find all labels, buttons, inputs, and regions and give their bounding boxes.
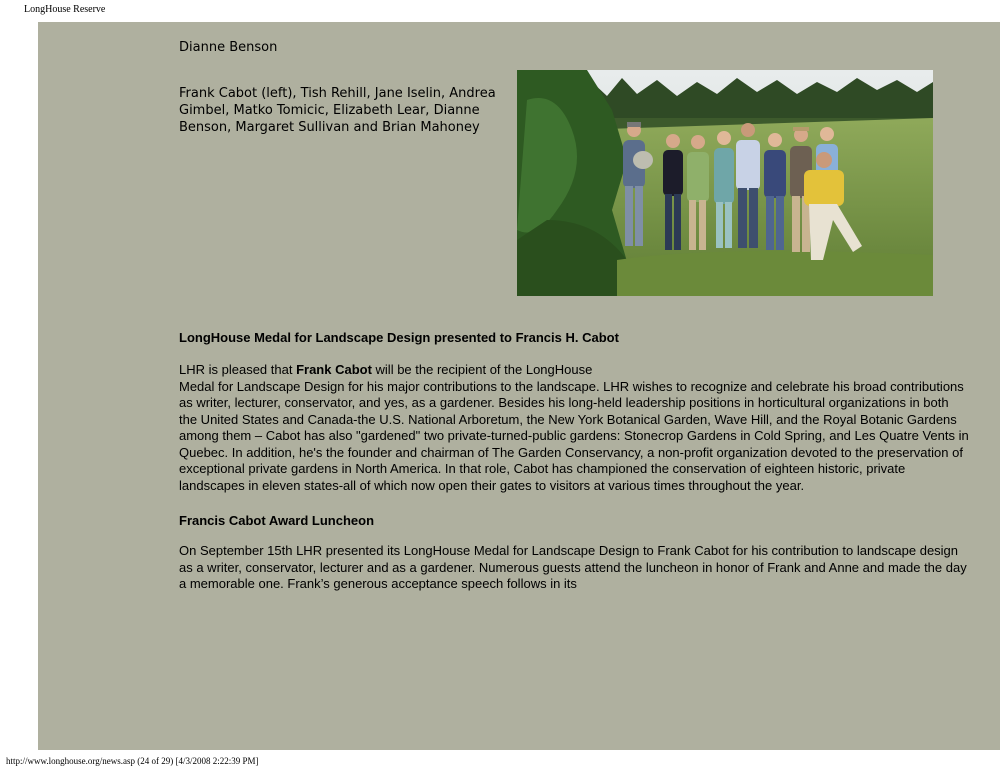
medal-intro-text: LHR is pleased that <box>179 362 297 377</box>
medal-recipient-name: Frank Cabot <box>296 362 372 377</box>
photo-subject-name: Dianne Benson <box>179 40 278 55</box>
medal-intro-tail: will be the recipient of the LongHouse <box>371 362 593 377</box>
page-panel <box>38 22 1000 750</box>
group-photo <box>517 70 933 296</box>
medal-heading: LongHouse Medal for Landscape Design presented to Francis H. Cabot <box>179 330 619 345</box>
print-footer-url: http://www.longhouse.org/news.asp (24 of 29) [4/3/2008 2:22:39 PM] <box>6 756 259 766</box>
medal-body-text: Medal for Landscape Design for his major contributions to the landscape. LHR wishes to recognize and celebrate his broad contributions as writer, lecturer, conservator, and yes, as a gardener. Besides his long-held leadership positions in horticultural organizations in both the United States and Canada-the U.S. National Arboretum, the New York Botanical Garden, Wave Hill, and the Royal Botanic Gardens among them – Cabot has also "gardened" two private-turned-public gardens: Stonecrop Gardens in Cold Spring, and Les Quatre Vents in Quebec. In addition, he's the founder and chairman of The Garden Conservancy, a non-profit organization devoted to the preservation of exceptional private gardens in North America. In that role, Cabot has championed the conservation of eighteen historic, private landscapes in eleven states-all of which now open their gates to visitors at various times throughout the year. <box>179 378 969 493</box>
luncheon-paragraph: On September 15th LHR presented its LongHouse Medal for Landscape Design to Frank Cabot for his contribution to landscape design as a writer, conservator, lecturer and as a gardener. Numerous guests attend the luncheon in honor of Frank and Anne and made the day a memorable one. Frank’s generous acceptance speech follows in its <box>179 543 967 591</box>
print-header: LongHouse Reserve <box>24 4 106 15</box>
photo-caption: Frank Cabot (left), Tish Rehill, Jane Iselin, Andrea Gimbel, Matko Tomicic, Elizabeth Lear, Dianne Benson, Margaret Sullivan and Brian Mahoney <box>179 86 496 135</box>
medal-paragraph <box>179 362 969 494</box>
luncheon-heading: Francis Cabot Award Luncheon <box>179 513 375 528</box>
